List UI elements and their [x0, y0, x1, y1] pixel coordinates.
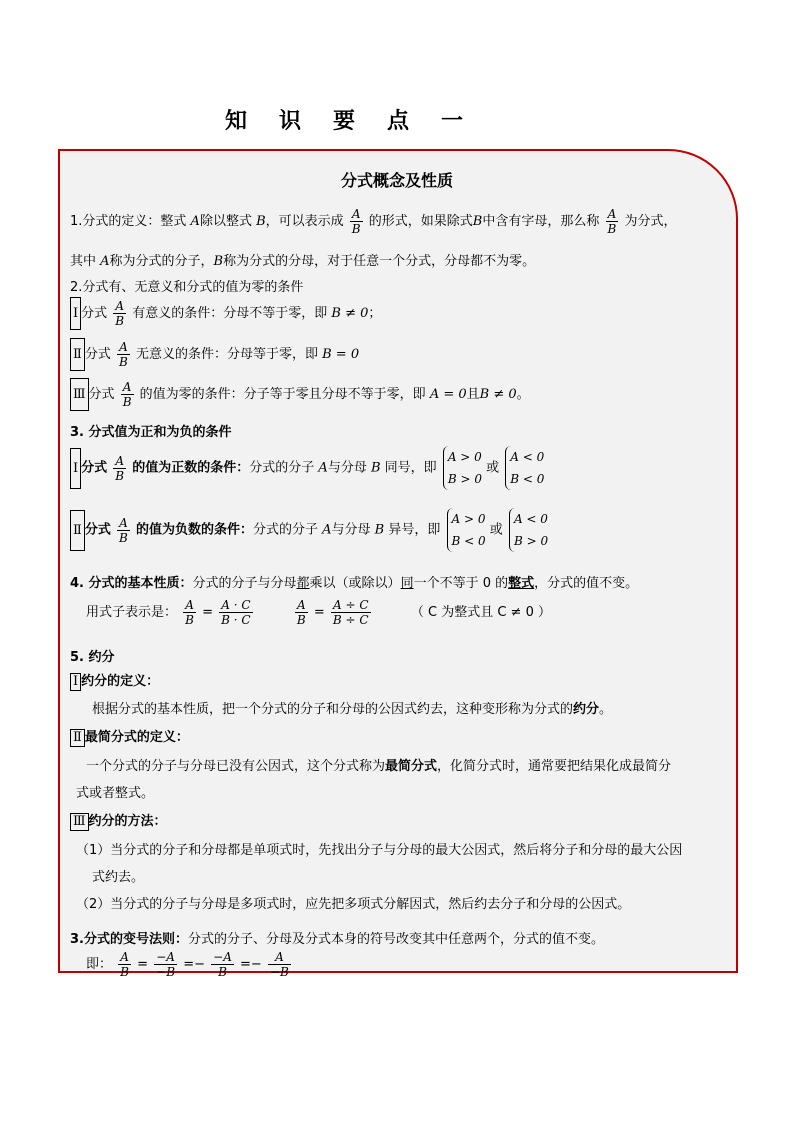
definition-line-2: 其中 A称为分式的分子，B称为分式的分母，对于任意一个分式，分母都不为零。 [70, 254, 536, 269]
reduction-method-2: （2）当分式的分子与分母是多项式时，应先把多项式分解因式，然后约去分子和分母的公因式。 [76, 897, 631, 912]
brace-system: A > 0 B < 0 [447, 508, 486, 552]
simplest-fraction-text-2: 式或者整式。 [76, 786, 155, 801]
condition-row-meaningless: Ⅱ 分式 $\frac{A}{B}$ 无意义的条件：分母等于零，即 B = 0 [70, 338, 359, 371]
condition-row-meaningful: Ⅰ 分式 $\frac{A}{B}$ 有意义的条件：分母不等于零，即 B ≠ 0； [70, 297, 381, 330]
section-3-heading: 3. 分式值为正和为负的条件 [70, 425, 232, 440]
roman-tag: Ⅲ [70, 378, 89, 411]
simplest-fraction-label: Ⅱ 最简分式的定义： [70, 726, 189, 747]
roman-tag: Ⅰ [70, 297, 81, 330]
section-4-heading: 4. 分式的基本性质：分式的分子与分母都乘以（或除以）同一个不等于 0 的整式，分式的值不变。 [70, 576, 639, 591]
roman-tag: Ⅰ [70, 448, 81, 489]
reduction-method-1a: （1）当分式的分子和分母都是单项式时，先找出分子与分母的最大公因式，然后将分子和分母的最大公因 [76, 843, 683, 858]
sign-rule-formula: 即： $\frac{A}{B}$ = $\frac{-A}{-B}$ =− $\frac{-A}{B}$ =− $\frac{A}{-B}$ [86, 950, 289, 979]
condition-row-zero: Ⅲ 分式 $\frac{A}{B}$ 的值为零的条件：分子等于零且分母不等于零，即 A = 0且B ≠ 0。 [70, 378, 530, 411]
roman-tag: Ⅱ [70, 338, 85, 371]
reduction-method-1b: 式约去。 [92, 870, 145, 885]
roman-tag: Ⅱ [70, 510, 85, 551]
simplest-fraction-text-1: 一个分式的分子与分母已没有公因式，这个分式称为最简分式，化简分式时，通常要把结果化成最简分 [86, 759, 672, 774]
roman-tag: Ⅰ [70, 673, 81, 691]
negative-condition-row: Ⅱ 分式 $\frac{A}{B}$ 的值为负数的条件：分式的分子 A与分母 B 异号，即 A > 0 B < 0 或 A < 0 B > 0 [70, 508, 548, 552]
positive-condition-row: Ⅰ 分式 $\frac{A}{B}$ 的值为正数的条件：分式的分子 A与分母 B 同号，即 A > 0 B > 0 或 A < 0 B < 0 [70, 446, 544, 490]
reduction-definition-label: Ⅰ 约分的定义： [70, 670, 159, 691]
reduction-definition-text: 根据分式的基本性质，把一个分式的分子和分母的公因式约去，这种变形称为分式的约分。 [92, 702, 613, 717]
section-2-heading: 2.分式有、无意义和分式的值为零的条件 [70, 280, 304, 295]
brace-system: A < 0 B < 0 [505, 446, 544, 490]
roman-tag: Ⅲ [70, 813, 89, 831]
brace-system: A > 0 B > 0 [443, 446, 482, 490]
sign-rule-heading: 3.分式的变号法则：分式的分子、分母及分式本身的符号改变其中任意两个，分式的值不变。 [70, 932, 604, 947]
brace-system: A < 0 B > 0 [509, 508, 548, 552]
fraction-a-b: $\frac{A}{B}$ [351, 207, 361, 236]
card-title: 分式概念及性质 [340, 171, 453, 190]
section-5-heading: 5. 约分 [70, 650, 115, 665]
page-title: 知识要点一 [224, 109, 495, 134]
reduction-method-label: Ⅲ 约分的方法： [70, 810, 167, 831]
basic-property-formula: 用式子表示是： $\frac{A}{B}$ = $\frac{A \cdot C}{B \cdot C}$ $\frac{A}{B}$ = $\frac{A \div C}{B \div C}$ （ C 为整式且 C ≠ 0 ） [86, 598, 551, 627]
fraction-a-b: $\frac{A}{B}$ [607, 207, 617, 236]
definition-line-1: 1.分式的定义：整式 A除以整式 B，可以表示成 $\frac{A}{B}$ 的形式，如果除式B中含有字母，那么称 $\frac{A}{B}$ 为分式， [70, 207, 677, 236]
roman-tag: Ⅱ [70, 729, 85, 747]
